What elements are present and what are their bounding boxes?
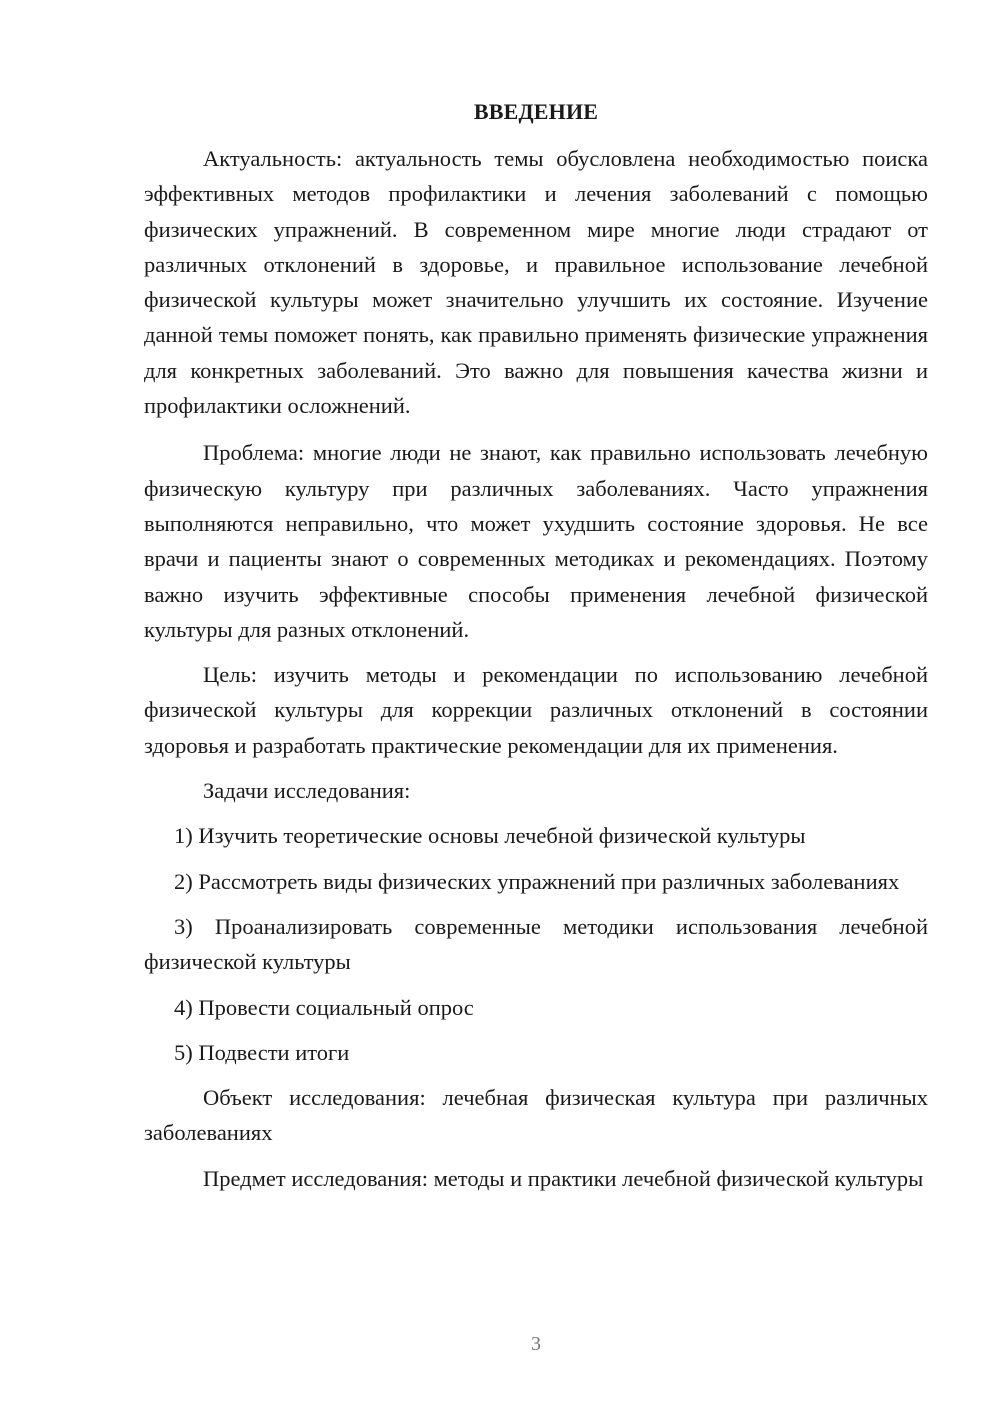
- document-body: [144, 94, 928, 1196]
- page-number: 3: [531, 1333, 541, 1355]
- task-item: 5) Подвести итоги: [174, 1039, 350, 1065]
- relevance-paragraph: Актуальность: актуальность темы обусловлена необходимостью поиска эффективных методов профилактики и лечения заболеваний с помощью физических упражнений. В современном мире многие люди страдают от различных отклонений в здоровье, и правильное использование лечебной физической культуры может значительно улучшить их состояние. Изучение данной темы поможет понять, как правильно применять физические упражнения для конкретных заболеваний. Это важно для повышения качества жизни и профилактики осложнений.: [144, 146, 928, 419]
- problem-paragraph: Проблема: многие люди не знают, как правильно использовать лечебную физическую культуру при различных заболеваниях. Часто упражнения выполняются неправильно, что может ухудшить состояние здоровья. Не все врачи и пациенты знают о современных методиках и рекомендациях. Поэтому важно изучить эффективные способы применения лечебной физической культуры для разных отклонений.: [144, 440, 928, 642]
- section-heading: ВВЕДЕНИЕ: [473, 99, 599, 124]
- task-item: 2) Рассмотреть виды физических упражнений при различных заболеваниях: [174, 868, 900, 894]
- task-item: 4) Провести социальный опрос: [174, 994, 474, 1020]
- tasks-title: Задачи исследования:: [203, 778, 411, 804]
- goal-paragraph: Цель: изучить методы и рекомендации по использованию лечебной физической культуры для коррекции различных отклонений в состоянии здоровья и разработать практические рекомендации для их применения.: [144, 662, 928, 758]
- subject-paragraph: Предмет исследования: методы и практики лечебной физической культуры: [203, 1165, 924, 1191]
- task-item: 1) Изучить теоретические основы лечебной физической культуры: [174, 823, 806, 849]
- task-item: 3) Проанализировать современные методики использования лечебной физической культуры: [144, 913, 928, 975]
- object-paragraph: Объект исследования: лечебная физическая культура при различных заболеваниях: [144, 1085, 928, 1146]
